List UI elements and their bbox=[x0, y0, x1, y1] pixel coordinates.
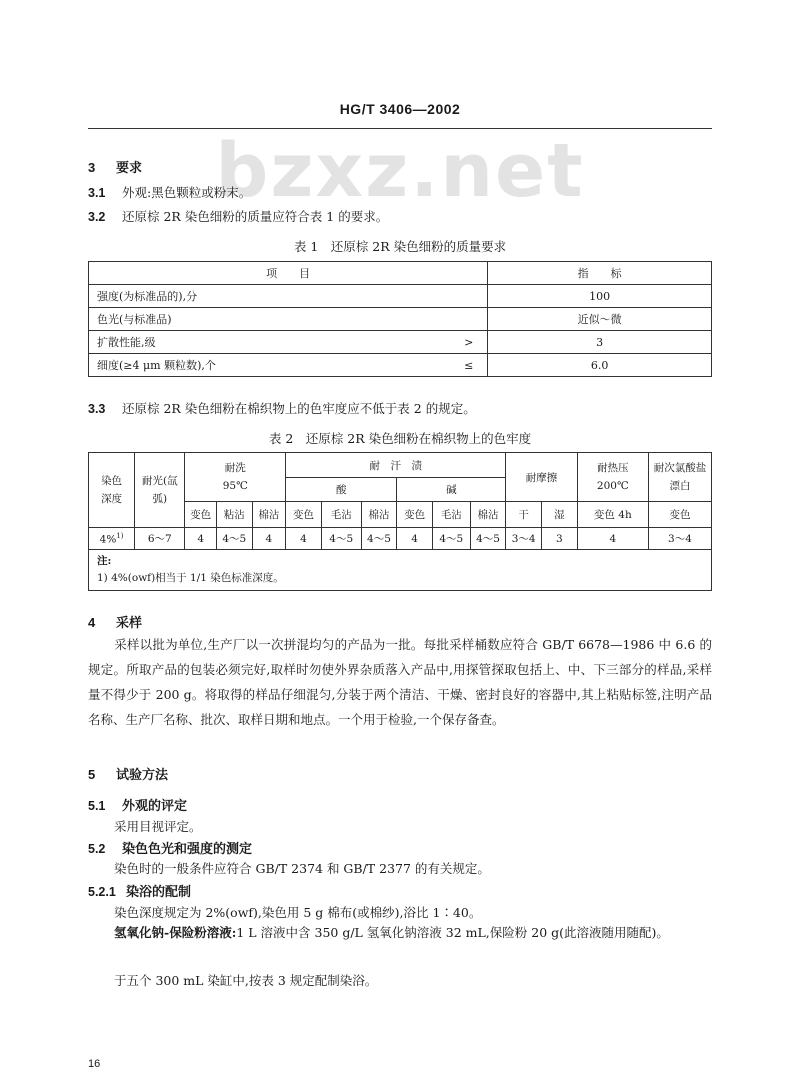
clause-5-2-1-p3: 于五个 300 mL 染缸中,按表 3 规定配制染浴。 bbox=[114, 973, 378, 988]
table-cell: 3～4 bbox=[648, 528, 711, 550]
p2-text: 1 L 溶液中含 350 g/L 氢氧化钠溶液 32 mL,保险粉 20 g(此溶液随用随配)。 bbox=[236, 925, 669, 940]
paragraph-text: 采样以批为单位,生产厂以一次拼混均匀的产品为一批。每批采样桶数应符合 GB/T 6678—1986 中 6.6 的规定。所取产品的包装必须完好,取样时勿使外界杂质落入产品中,用探管探取包括上、中、下三部分的样品,采样量不得少于 200 g。将取得的样品仔细混匀,分装于两个清洁、干燥、密封良好的容器中,其上粘贴标签,注明产品名称、生产厂名称、批次、取样日期和地点。一个用于检验,一个保存备查。 bbox=[88, 637, 712, 727]
table-1-head-index: 指 标 bbox=[488, 262, 712, 285]
table-2-subhead: 变色 bbox=[648, 502, 711, 528]
section-4-paragraph bbox=[88, 632, 712, 732]
section-number: 3 bbox=[88, 160, 96, 175]
clause-number: 3.2 bbox=[88, 210, 106, 224]
section-number: 4 bbox=[88, 615, 96, 630]
table-2-head-light: 耐光(氙弧) bbox=[135, 453, 185, 528]
table-cell-value: 近似～微 bbox=[488, 308, 712, 331]
table-2-head-bleach: 耐次氯酸盐漂白 bbox=[648, 453, 711, 502]
table-cell: 4 bbox=[286, 528, 322, 550]
table-2-head-wash: 耐洗 95℃ bbox=[185, 453, 286, 502]
table-2-subhead: 棉沾 bbox=[361, 502, 397, 528]
table-2-subhead: 毛沾 bbox=[321, 502, 361, 528]
clause-number: 5.2.1 bbox=[88, 885, 116, 899]
table-2-note bbox=[89, 550, 712, 591]
clause-text: 还原棕 2R 染色细粉在棉织物上的色牢度应不低于表 2 的规定。 bbox=[122, 401, 476, 416]
clause-5-2-1-p2 bbox=[88, 921, 712, 945]
table-cell-light: 6～7 bbox=[135, 528, 185, 550]
table-cell: 4 bbox=[397, 528, 433, 550]
section-title: 试验方法 bbox=[116, 768, 169, 783]
table-2-subhead: 变色 bbox=[286, 502, 322, 528]
clause-5-2-1-heading bbox=[88, 881, 191, 900]
table-2-head-depth: 染色深度 bbox=[89, 453, 135, 528]
p2-label: 氢氧化钠-保险粉溶液: bbox=[114, 925, 237, 940]
table-2 bbox=[88, 452, 712, 591]
watermark: bzxz.net bbox=[215, 128, 585, 214]
clause-5-2-1-p1: 染色深度规定为 2%(owf),染色用 5 g 棉布(或棉纱),浴比 1∶40。 bbox=[114, 905, 482, 920]
table-2-subhead: 粘沾 bbox=[216, 502, 252, 528]
table-cell: 4～5 bbox=[321, 528, 361, 550]
table-2-head-alkali: 碱 bbox=[397, 478, 506, 502]
table-row bbox=[89, 285, 712, 308]
table-cell: 3 bbox=[542, 528, 578, 550]
table-2-caption: 表 2 还原棕 2R 染色细粉在棉织物上的色牢度 bbox=[268, 431, 532, 446]
table-cell: 4 bbox=[252, 528, 286, 550]
table-row bbox=[89, 528, 712, 550]
clause-5-1-heading bbox=[88, 795, 187, 814]
table-cell-item: 强度(为标准品的),分 bbox=[89, 285, 353, 308]
table-cell-item: 扩散性能,级 bbox=[89, 331, 353, 354]
table-cell-value: 100 bbox=[488, 285, 712, 308]
table-2-subhead: 变色 4h bbox=[577, 502, 648, 528]
section-5-heading bbox=[88, 764, 168, 783]
table-cell-depth: 4%$^{1)}$ bbox=[89, 528, 135, 550]
table-2-head-sweat: 耐 汗 渍 bbox=[286, 453, 506, 478]
table-2-subhead: 棉沾 bbox=[252, 502, 286, 528]
note-text: 1) 4%(owf)相当于 1/1 染色标准深度。 bbox=[97, 572, 284, 584]
table-2-subhead: 干 bbox=[506, 502, 542, 528]
table-2-subhead: 湿 bbox=[542, 502, 578, 528]
section-3-heading bbox=[88, 157, 142, 176]
clause-text: 外观:黑色颗粒或粉末。 bbox=[122, 185, 252, 200]
clause-5-1-text: 采用目视评定。 bbox=[114, 819, 202, 834]
table-2-subhead: 毛沾 bbox=[432, 502, 470, 528]
table-cell: 4～5 bbox=[470, 528, 506, 550]
table-cell-symbol bbox=[352, 285, 488, 308]
clause-text: 还原棕 2R 染色细粉的质量应符合表 1 的要求。 bbox=[122, 209, 389, 224]
table-1-head-item: 项 目 bbox=[89, 262, 488, 285]
table-cell: 4 bbox=[185, 528, 216, 550]
table-cell: 3～4 bbox=[506, 528, 542, 550]
clause-3-2 bbox=[88, 207, 388, 227]
table-cell-symbol bbox=[352, 308, 488, 331]
page-header: HG/T 3406—2002 bbox=[339, 101, 461, 117]
table-cell-item: 细度(≥4 μm 颗粒数),个 bbox=[89, 354, 353, 377]
table-cell: 4～5 bbox=[432, 528, 470, 550]
clause-title: 外观的评定 bbox=[122, 799, 188, 814]
table-row bbox=[89, 308, 712, 331]
clause-title: 染色色光和强度的测定 bbox=[122, 842, 253, 857]
clause-number: 3.1 bbox=[88, 186, 106, 200]
page-number: 16 bbox=[88, 1058, 101, 1070]
table-cell-symbol: ≤ bbox=[352, 354, 488, 377]
table-1-caption: 表 1 还原棕 2R 染色细粉的质量要求 bbox=[293, 239, 507, 254]
note-label: 注: bbox=[97, 555, 112, 567]
table-cell-value: 6.0 bbox=[488, 354, 712, 377]
clause-3-3 bbox=[88, 399, 476, 419]
clause-3-1 bbox=[88, 183, 251, 203]
clause-title: 染浴的配制 bbox=[126, 885, 192, 900]
table-2-head-press: 耐热压 200℃ bbox=[577, 453, 648, 502]
clause-number: 5.2 bbox=[88, 842, 106, 856]
section-number: 5 bbox=[88, 767, 96, 782]
section-title: 采样 bbox=[116, 616, 143, 631]
table-cell: 4～5 bbox=[216, 528, 252, 550]
table-cell: 4～5 bbox=[361, 528, 397, 550]
table-cell-item: 色光(与标准品) bbox=[89, 308, 353, 331]
section-title: 要求 bbox=[116, 161, 143, 176]
table-row bbox=[89, 331, 712, 354]
table-2-subhead: 变色 bbox=[185, 502, 216, 528]
table-cell: 4 bbox=[577, 528, 648, 550]
table-2-subhead: 棉沾 bbox=[470, 502, 506, 528]
table-2-note-row bbox=[89, 550, 712, 591]
clause-5-2-heading bbox=[88, 838, 252, 857]
clause-5-2-text: 染色时的一般条件应符合 GB/T 2374 和 GB/T 2377 的有关规定。 bbox=[114, 861, 490, 876]
section-4-heading bbox=[88, 612, 142, 631]
clause-number: 5.1 bbox=[88, 799, 106, 813]
clause-number: 3.3 bbox=[88, 402, 106, 416]
table-cell-symbol: > bbox=[352, 331, 488, 354]
table-2-subhead: 变色 bbox=[397, 502, 433, 528]
table-2-head-rub: 耐摩擦 bbox=[506, 453, 577, 502]
table-cell-value: 3 bbox=[488, 331, 712, 354]
table-2-head-acid: 酸 bbox=[286, 478, 397, 502]
table-row bbox=[89, 354, 712, 377]
table-1 bbox=[88, 261, 712, 377]
